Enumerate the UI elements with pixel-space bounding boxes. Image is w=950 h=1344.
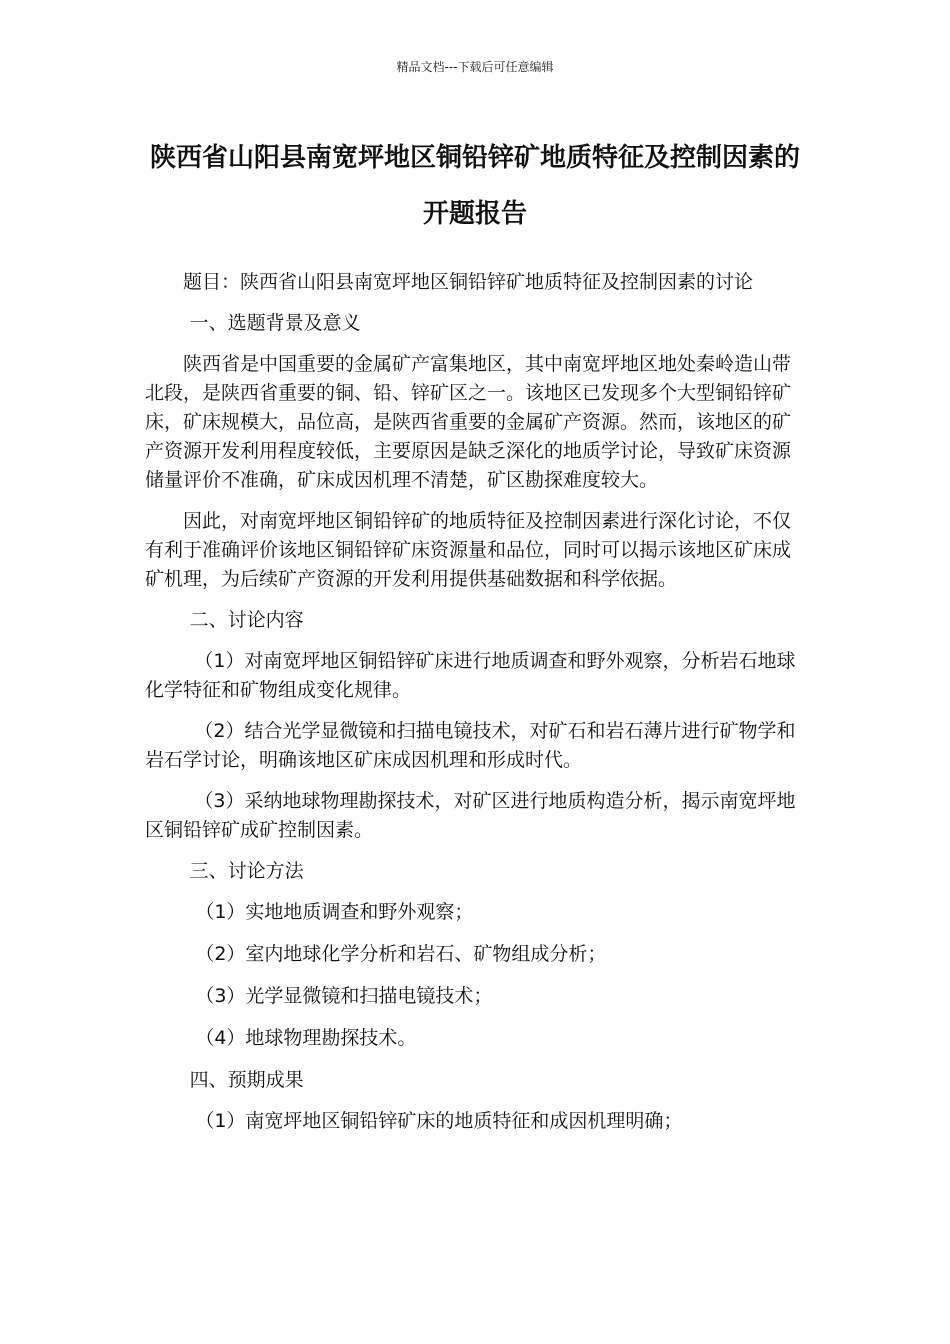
content-item-1: （1）对南宽坪地区铜铅锌矿床进行地质调查和野外观察，分析岩石地球化学特征和矿物组成变化规律。: [145, 650, 796, 701]
topic-line: 题目：陕西省山阳县南宽坪地区铜铅锌矿地质特征及控制因素的讨论: [183, 271, 754, 293]
method-item-2: （2）室内地球化学分析和岩石、矿物组成分析；: [195, 943, 607, 965]
header-note: 精品文档---下载后可任意编辑: [396, 60, 554, 74]
section-heading-content: 二、讨论内容: [189, 609, 304, 631]
section-heading-methods: 三、讨论方法: [189, 860, 304, 882]
content-item-3: （3）采纳地球物理勘探技术，对矿区进行地质构造分析，揭示南宽坪地区铜铅锌矿成矿控制因素。: [145, 790, 796, 841]
section-heading-results: 四、预期成果: [189, 1069, 304, 1091]
document-title: 陕西省山阳县南宽坪地区铜铅锌矿地质特征及控制因素的开题报告: [149, 143, 800, 229]
result-item-1: （1）南宽坪地区铜铅锌矿床的地质特征和成因机理明确；: [195, 1110, 683, 1132]
section-heading-background: 一、选题背景及意义: [189, 312, 361, 334]
content-item-2: （2）结合光学显微镜和扫描电镜技术，对矿石和岩石薄片进行矿物学和岩石学讨论，明确该地区矿床成因机理和形成时代。: [145, 720, 796, 771]
method-item-4: （4）地球物理勘探技术。: [195, 1027, 417, 1049]
method-item-1: （1）实地地质调查和野外观察；: [195, 901, 474, 923]
background-paragraph-2: 因此，对南宽坪地区铜铅锌矿的地质特征及控制因素进行深化讨论，不仅有利于准确评价该地区铜铅锌矿床资源量和品位，同时可以揭示该地区矿床成矿机理，为后续矿产资源的开发利用提供基础数据和科学依据。: [145, 510, 792, 590]
document-body: [145, 268, 807, 1149]
method-item-3: （3）光学显微镜和扫描电镜技术；: [195, 985, 493, 1007]
background-paragraph-1: 陕西省是中国重要的金属矿产富集地区，其中南宽坪地区地处秦岭造山带北段，是陕西省重要的铜、铅、锌矿区之一。该地区已发现多个大型铜铅锌矿床，矿床规模大，品位高，是陕西省重要的金属矿产资源。然而，该地区的矿产资源开发利用程度较低，主要原因是缺乏深化的地质学讨论，导致矿床资源储量评价不准确，矿床成因机理不清楚，矿区勘探难度较大。: [145, 353, 792, 491]
